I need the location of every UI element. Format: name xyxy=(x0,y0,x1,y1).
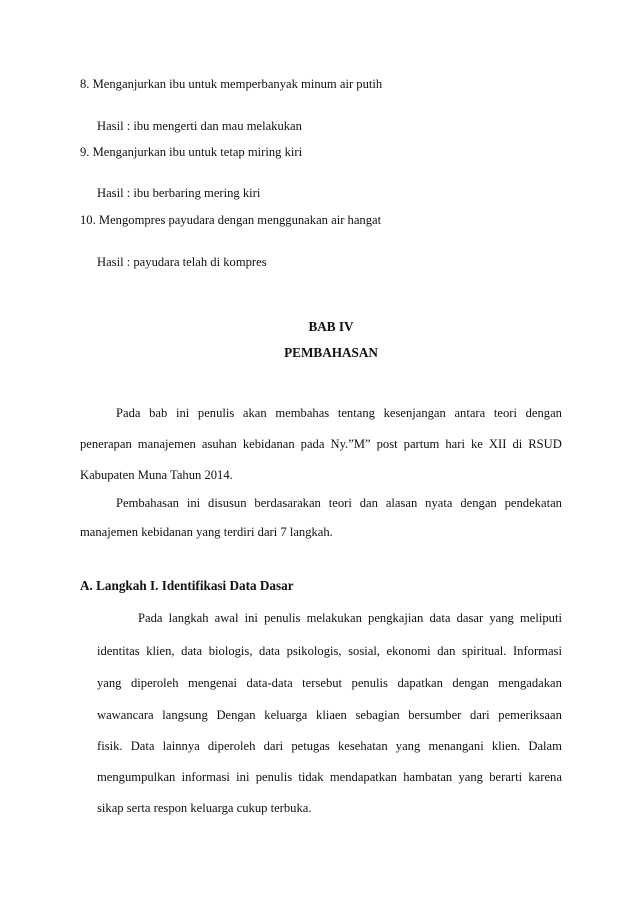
word: asuhan xyxy=(201,437,237,451)
word: pengkajian xyxy=(368,611,424,625)
word: awal xyxy=(214,611,239,625)
word: sebagian xyxy=(355,708,400,722)
word: penulis xyxy=(264,611,301,625)
word: kebidanan xyxy=(242,437,295,451)
word: ini xyxy=(175,406,190,420)
word: tidak xyxy=(298,770,324,784)
word: partum xyxy=(403,437,440,451)
list-item-9: 9. Menganjurkan ibu untuk tetap miring kiri xyxy=(80,145,303,159)
word: manajemen xyxy=(137,437,196,451)
word: XII xyxy=(488,437,507,451)
word: akan xyxy=(242,406,267,420)
word: meliputi xyxy=(519,611,562,625)
word: pemeriksaan xyxy=(498,708,562,722)
word: mengenai xyxy=(188,676,238,690)
word: Dengan xyxy=(216,708,256,722)
word: disusun xyxy=(208,496,247,510)
word: melakukan xyxy=(306,611,362,625)
word: yang xyxy=(395,739,421,753)
word: teori xyxy=(493,406,517,420)
word: penulis xyxy=(255,770,293,784)
word: data-data xyxy=(246,676,293,690)
word: data xyxy=(181,644,203,658)
word: data xyxy=(259,644,281,658)
word: diperoleh xyxy=(207,739,256,753)
word: dan xyxy=(437,644,456,658)
list-item-10-result: Hasil : payudara telah di kompres xyxy=(97,255,267,269)
intro-paragraph-1-line-3: Kabupaten Muna Tahun 2014. xyxy=(80,468,233,482)
word: teori xyxy=(328,496,352,510)
word: penulis xyxy=(351,676,388,690)
section-a-line-3 xyxy=(97,675,562,691)
word: Ny.”M” xyxy=(330,437,371,451)
list-item-9-result: Hasil : ibu berbaring mering kiri xyxy=(97,186,261,200)
word: petugas xyxy=(291,739,330,753)
word: ini xyxy=(186,496,201,510)
word: Dalam xyxy=(528,739,562,753)
intro-paragraph-2-line-1 xyxy=(116,495,562,511)
word: lainnya xyxy=(162,739,200,753)
word: Pada xyxy=(138,611,163,625)
section-a-line-1 xyxy=(138,610,562,626)
word: menangani xyxy=(428,739,484,753)
word: karena xyxy=(528,770,562,784)
word: hambatan xyxy=(403,770,453,784)
word: langkah xyxy=(168,611,209,625)
word: penulis xyxy=(197,406,235,420)
word: bab xyxy=(149,406,168,420)
word: post xyxy=(376,437,398,451)
word: Pada xyxy=(116,406,141,420)
word: Informasi xyxy=(512,644,562,658)
word: dapatkan xyxy=(397,676,443,690)
word: mengadakan xyxy=(498,676,562,690)
word: keluarga xyxy=(264,708,308,722)
chapter-title: PEMBAHASAN xyxy=(284,345,378,360)
word: dengan xyxy=(452,676,489,690)
word: antara xyxy=(454,406,486,420)
word: informasi xyxy=(181,770,230,784)
word: yang xyxy=(458,770,483,784)
intro-paragraph-1-line-2 xyxy=(80,436,562,452)
section-a-line-2 xyxy=(97,643,562,659)
word: ini xyxy=(236,770,250,784)
word: sosial, xyxy=(348,644,380,658)
section-a-heading: A. Langkah I. Identifikasi Data Dasar xyxy=(80,578,294,593)
section-a-line-5 xyxy=(97,738,562,754)
word: yang xyxy=(97,676,122,690)
word: ini xyxy=(244,611,258,625)
word: bersumber xyxy=(408,708,462,722)
word: alasan xyxy=(385,496,418,510)
word: diperoleh xyxy=(130,676,179,690)
list-item-8: 8. Menganjurkan ibu untuk memperbanyak minum air putih xyxy=(80,77,383,91)
word: kesenjangan xyxy=(383,406,446,420)
word: identitas xyxy=(97,644,140,658)
word: kliaen xyxy=(316,708,347,722)
word: dasar xyxy=(456,611,484,625)
word: hari xyxy=(445,437,465,451)
word: dengan xyxy=(460,496,497,510)
word: data xyxy=(429,611,451,625)
word: yang xyxy=(489,611,514,625)
word: nyata xyxy=(425,496,453,510)
section-a-line-7: sikap serta respon keluarga cukup terbuka. xyxy=(97,801,312,815)
word: berdasarakan xyxy=(254,496,321,510)
list-item-8-result: Hasil : ibu mengerti dan mau melakukan xyxy=(97,119,302,133)
word: tersebut xyxy=(302,676,343,690)
word: tentang xyxy=(337,406,375,420)
word: membahas xyxy=(275,406,330,420)
word: kesehatan xyxy=(337,739,388,753)
word: mengumpulkan xyxy=(97,770,176,784)
word: dan xyxy=(359,496,378,510)
word: ekonomi xyxy=(386,644,431,658)
word: dari xyxy=(470,708,490,722)
word: biologis, xyxy=(208,644,253,658)
word: penerapan xyxy=(80,437,132,451)
word: RSUD xyxy=(528,437,562,451)
word: Data xyxy=(130,739,155,753)
word: pada xyxy=(300,437,325,451)
word: dari xyxy=(263,739,284,753)
word: ke xyxy=(471,437,483,451)
word: mendapatkan xyxy=(329,770,397,784)
word: dengan xyxy=(525,406,562,420)
word: spiritual. xyxy=(461,644,507,658)
word: di xyxy=(512,437,523,451)
word: Pembahasan xyxy=(116,496,179,510)
word: wawancara xyxy=(97,708,154,722)
word: pendekatan xyxy=(504,496,562,510)
word: klien. xyxy=(491,739,521,753)
word: langsung xyxy=(162,708,208,722)
chapter-number: BAB IV xyxy=(308,319,354,334)
intro-paragraph-1-line-1 xyxy=(116,405,562,421)
word: berarti xyxy=(489,770,523,784)
word: psikologis, xyxy=(286,644,342,658)
word: klien, xyxy=(146,644,175,658)
word: fisik. xyxy=(97,739,123,753)
section-a-line-6 xyxy=(97,769,562,785)
list-item-10: 10. Mengompres payudara dengan menggunakan air hangat xyxy=(80,213,382,227)
section-a-line-4 xyxy=(97,707,562,723)
intro-paragraph-2-line-2: manajemen kebidanan yang terdiri dari 7 langkah. xyxy=(80,525,333,539)
